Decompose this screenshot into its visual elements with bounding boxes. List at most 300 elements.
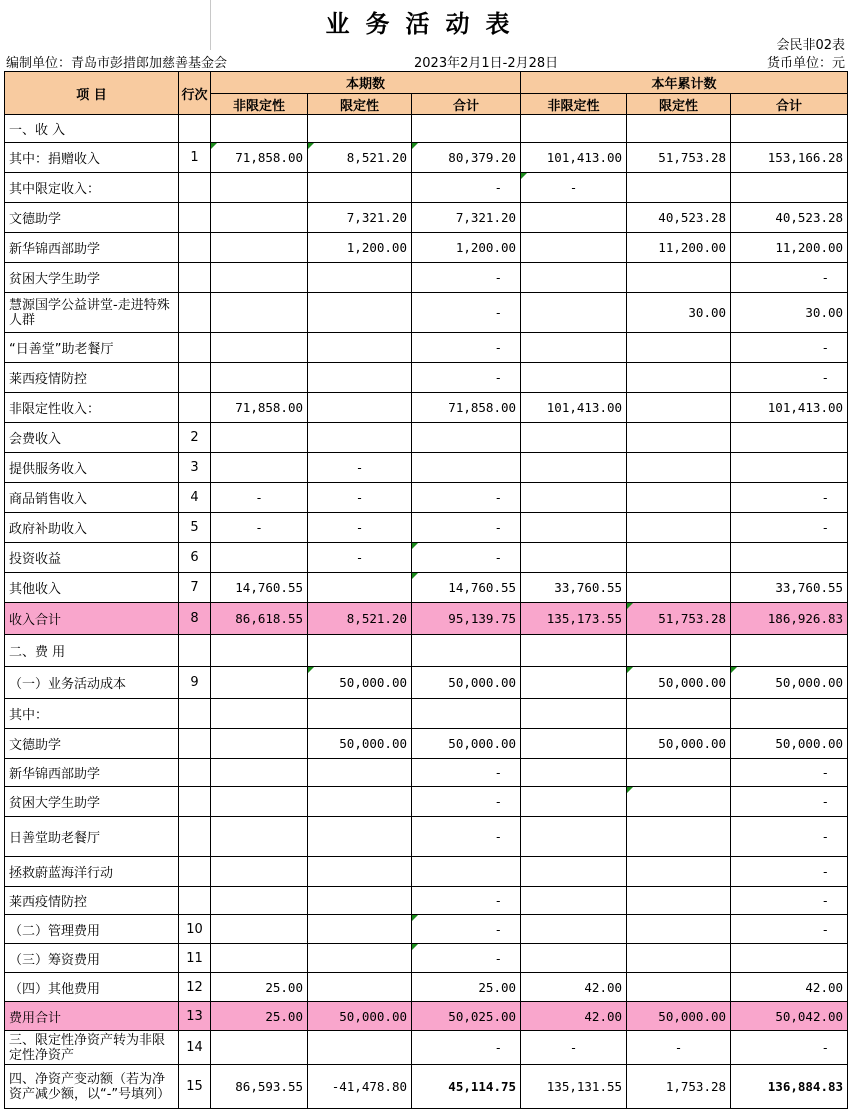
cell-c3: - — [412, 887, 521, 915]
cell-c2 — [308, 115, 412, 143]
cell-y3: 50,042.00 — [731, 1002, 848, 1031]
cell-y3: 186,926.83 — [731, 603, 848, 635]
cell-y1 — [521, 543, 627, 573]
table-row — [5, 263, 848, 293]
row-label: 莱西疫情防控 — [5, 363, 179, 393]
table-row — [5, 513, 848, 543]
cell-c1 — [211, 233, 308, 263]
cell-c1 — [211, 635, 308, 667]
header-ytd-total: 合计 — [731, 94, 848, 115]
table-row — [5, 857, 848, 887]
cell-y1 — [521, 115, 627, 143]
cell-c1: 71,858.00 — [211, 393, 308, 423]
cell-c3: - — [412, 333, 521, 363]
cell-c2 — [308, 944, 412, 973]
cell-y1 — [521, 817, 627, 857]
report-title: 业务活动表 — [325, 10, 526, 38]
cell-y3: - — [731, 857, 848, 887]
cell-y3: 153,166.28 — [731, 143, 848, 173]
row-label: 商品销售收入 — [5, 483, 179, 513]
cell-c3: - — [412, 817, 521, 857]
cell-c1 — [211, 787, 308, 817]
row-line-number — [179, 173, 211, 203]
cell-y1 — [521, 759, 627, 787]
cell-c2 — [308, 423, 412, 453]
cell-c2 — [308, 857, 412, 887]
row-label: 投资收益 — [5, 543, 179, 573]
header-ytd-restricted: 限定性 — [627, 94, 731, 115]
row-label: 其中： — [5, 699, 179, 729]
cell-c2: 7,321.20 — [308, 203, 412, 233]
row-line-number: 10 — [179, 915, 211, 944]
row-line-number: 14 — [179, 1031, 211, 1065]
cell-y2 — [627, 915, 731, 944]
cell-c2 — [308, 887, 412, 915]
cell-c3: - — [412, 483, 521, 513]
cell-c1 — [211, 423, 308, 453]
table-row — [5, 944, 848, 973]
cell-y2 — [627, 817, 731, 857]
cell-y2 — [627, 635, 731, 667]
row-line-number: 1 — [179, 143, 211, 173]
row-line-number — [179, 333, 211, 363]
cell-c2 — [308, 915, 412, 944]
cell-y2 — [627, 333, 731, 363]
cell-y2: 50,000.00 — [627, 1002, 731, 1031]
cell-c1 — [211, 759, 308, 787]
cell-y2 — [627, 759, 731, 787]
cell-c3: - — [412, 944, 521, 973]
table-row — [5, 233, 848, 263]
row-line-number — [179, 233, 211, 263]
cell-c3: - — [412, 363, 521, 393]
cell-y1 — [521, 363, 627, 393]
cell-y3: - — [731, 915, 848, 944]
cell-c3: - — [412, 787, 521, 817]
row-label: 莱西疫情防控 — [5, 887, 179, 915]
row-line-number — [179, 203, 211, 233]
cell-c3: 50,025.00 — [412, 1002, 521, 1031]
row-line-number — [179, 857, 211, 887]
table-row — [5, 543, 848, 573]
cell-y2: 50,000.00 — [627, 729, 731, 759]
row-label: 文德助学 — [5, 729, 179, 759]
cell-c2 — [308, 1031, 412, 1065]
cell-c2: - — [308, 513, 412, 543]
currency-unit: 货币单位：元 — [766, 56, 845, 71]
cell-c3: 80,379.20 — [412, 143, 521, 173]
row-label: 拯救蔚蓝海洋行动 — [5, 857, 179, 887]
table-row — [5, 293, 848, 333]
cell-y3 — [731, 635, 848, 667]
cell-c1: - — [211, 483, 308, 513]
cell-c2 — [308, 573, 412, 603]
cell-c2: 50,000.00 — [308, 667, 412, 699]
header-line-no: 行次 — [179, 72, 211, 115]
row-label: 会费收入 — [5, 423, 179, 453]
header-current-total: 合计 — [412, 94, 521, 115]
cell-y2 — [627, 857, 731, 887]
cell-y2 — [627, 453, 731, 483]
cell-c2 — [308, 787, 412, 817]
row-label: 收入合计 — [5, 603, 179, 635]
row-line-number — [179, 635, 211, 667]
row-label: （一）业务活动成本 — [5, 667, 179, 699]
cell-y1 — [521, 333, 627, 363]
cell-y2 — [627, 423, 731, 453]
cell-y1 — [521, 203, 627, 233]
cell-c3: - — [412, 173, 521, 203]
row-label: 日善堂助老餐厅 — [5, 817, 179, 857]
cell-y1: - — [521, 173, 627, 203]
cell-c1 — [211, 944, 308, 973]
row-label: 贫困大学生助学 — [5, 263, 179, 293]
row-label: 三、限定性净资产转为非限定性净资产 — [5, 1031, 179, 1065]
cell-y1 — [521, 787, 627, 817]
cell-c3: - — [412, 915, 521, 944]
cell-y2 — [627, 115, 731, 143]
row-line-number: 4 — [179, 483, 211, 513]
cell-y1: 135,131.55 — [521, 1065, 627, 1109]
header-current-period: 本期数 — [211, 72, 521, 94]
cell-y2 — [627, 699, 731, 729]
table-row — [5, 817, 848, 857]
cell-c2 — [308, 817, 412, 857]
cell-c1 — [211, 857, 308, 887]
cell-c1 — [211, 363, 308, 393]
cell-y1 — [521, 453, 627, 483]
cell-y2: 51,753.28 — [627, 143, 731, 173]
cell-y1 — [521, 263, 627, 293]
cell-c2 — [308, 333, 412, 363]
cell-y3: - — [731, 363, 848, 393]
row-label: 政府补助收入 — [5, 513, 179, 543]
cell-c3: 7,321.20 — [412, 203, 521, 233]
cell-y3: - — [731, 887, 848, 915]
cell-c1: 86,618.55 — [211, 603, 308, 635]
cell-y3 — [731, 173, 848, 203]
activity-table — [4, 71, 848, 1109]
table-row — [5, 143, 848, 173]
cell-y1 — [521, 857, 627, 887]
row-label: 四、净资产变动额（若为净资产减少额，以“-”号填列） — [5, 1065, 179, 1109]
cell-y3: - — [731, 817, 848, 857]
cell-y3: - — [731, 759, 848, 787]
cell-c3: - — [412, 759, 521, 787]
cell-c1: - — [211, 513, 308, 543]
cell-c2 — [308, 635, 412, 667]
table-row — [5, 787, 848, 817]
table-row — [5, 573, 848, 603]
row-line-number — [179, 115, 211, 143]
row-line-number: 2 — [179, 423, 211, 453]
row-line-number — [179, 759, 211, 787]
cell-y2 — [627, 393, 731, 423]
cell-y2: 30.00 — [627, 293, 731, 333]
cell-c2 — [308, 173, 412, 203]
row-line-number — [179, 729, 211, 759]
cell-y1: 101,413.00 — [521, 393, 627, 423]
cell-c3 — [412, 453, 521, 483]
cell-c2 — [308, 973, 412, 1002]
cell-c1 — [211, 817, 308, 857]
cell-y1: 135,173.55 — [521, 603, 627, 635]
cell-y3: - — [731, 483, 848, 513]
cell-y3: 42.00 — [731, 973, 848, 1002]
cell-c2: 50,000.00 — [308, 729, 412, 759]
cell-y1 — [521, 699, 627, 729]
row-line-number: 3 — [179, 453, 211, 483]
table-row — [5, 729, 848, 759]
cell-y1: 33,760.55 — [521, 573, 627, 603]
cell-c2: 8,521.20 — [308, 143, 412, 173]
cell-c1: 86,593.55 — [211, 1065, 308, 1109]
row-label: （三）筹资费用 — [5, 944, 179, 973]
cell-c3: 50,000.00 — [412, 667, 521, 699]
cell-c2: 50,000.00 — [308, 1002, 412, 1031]
table-row — [5, 759, 848, 787]
cell-c2: - — [308, 453, 412, 483]
cell-y3: 33,760.55 — [731, 573, 848, 603]
cell-c3: 50,000.00 — [412, 729, 521, 759]
cell-y3 — [731, 115, 848, 143]
cell-y2 — [627, 263, 731, 293]
row-label: 费用合计 — [5, 1002, 179, 1031]
header-current-restricted: 限定性 — [308, 94, 412, 115]
cell-y2: - — [627, 1031, 731, 1065]
row-label: 其中：捐赠收入 — [5, 143, 179, 173]
cell-c3: - — [412, 513, 521, 543]
cell-y2 — [627, 483, 731, 513]
cell-c1 — [211, 699, 308, 729]
cell-y3: - — [731, 1031, 848, 1065]
row-line-number: 12 — [179, 973, 211, 1002]
row-label: 二、费 用 — [5, 635, 179, 667]
form-code: 会民非02表 — [776, 38, 845, 53]
cell-c2: 8,521.20 — [308, 603, 412, 635]
table-row — [5, 603, 848, 635]
cell-y2 — [627, 944, 731, 973]
cell-c1 — [211, 293, 308, 333]
cell-y2: 40,523.28 — [627, 203, 731, 233]
table-row — [5, 915, 848, 944]
row-line-number: 7 — [179, 573, 211, 603]
cell-y1: - — [521, 1031, 627, 1065]
cell-y3: 30.00 — [731, 293, 848, 333]
cell-c1 — [211, 333, 308, 363]
cell-c1: 71,858.00 — [211, 143, 308, 173]
cell-y3: 40,523.28 — [731, 203, 848, 233]
cell-c3: 45,114.75 — [412, 1065, 521, 1109]
organization-label: 编制单位：青岛市彭措郎加慈善基金会 — [6, 56, 228, 71]
cell-y1 — [521, 635, 627, 667]
cell-c3: - — [412, 293, 521, 333]
cell-y1: 42.00 — [521, 1002, 627, 1031]
cell-c3 — [412, 423, 521, 453]
cell-y2: 51,753.28 — [627, 603, 731, 635]
table-row — [5, 887, 848, 915]
table-row — [5, 973, 848, 1002]
cell-c1 — [211, 173, 308, 203]
cell-c1 — [211, 115, 308, 143]
cell-y3 — [731, 543, 848, 573]
cell-c2 — [308, 759, 412, 787]
cell-c1 — [211, 543, 308, 573]
cell-c1 — [211, 203, 308, 233]
cell-c3 — [412, 699, 521, 729]
row-line-number: 8 — [179, 603, 211, 635]
row-label: 其中限定收入： — [5, 173, 179, 203]
table-row — [5, 363, 848, 393]
cell-y1: 42.00 — [521, 973, 627, 1002]
cell-c1 — [211, 667, 308, 699]
row-label: 慧源国学公益讲堂-走进特殊人群 — [5, 293, 179, 333]
cell-y2 — [627, 573, 731, 603]
cell-c3: - — [412, 1031, 521, 1065]
table-row — [5, 333, 848, 363]
cell-y1 — [521, 423, 627, 453]
cell-y3: - — [731, 263, 848, 293]
cell-c1 — [211, 729, 308, 759]
cell-y2 — [627, 173, 731, 203]
row-line-number — [179, 393, 211, 423]
cell-c2 — [308, 393, 412, 423]
cell-c3: - — [412, 263, 521, 293]
row-label: 其他收入 — [5, 573, 179, 603]
header-current-unrestricted: 非限定性 — [211, 94, 308, 115]
table-row — [5, 667, 848, 699]
cell-y1: 101,413.00 — [521, 143, 627, 173]
cell-c1: 25.00 — [211, 973, 308, 1002]
cell-c1 — [211, 915, 308, 944]
row-label: 贫困大学生助学 — [5, 787, 179, 817]
cell-y2 — [627, 363, 731, 393]
cell-c1: 25.00 — [211, 1002, 308, 1031]
cell-y2 — [627, 543, 731, 573]
header-item: 项 目 — [5, 72, 179, 115]
cell-y1 — [521, 293, 627, 333]
cell-y1 — [521, 887, 627, 915]
cell-y1 — [521, 233, 627, 263]
cell-c2: -41,478.80 — [308, 1065, 412, 1109]
cell-y2: 50,000.00 — [627, 667, 731, 699]
cell-y3: - — [731, 787, 848, 817]
cell-c2 — [308, 293, 412, 333]
cell-c3: 14,760.55 — [412, 573, 521, 603]
cell-c1: 14,760.55 — [211, 573, 308, 603]
row-label: 提供服务收入 — [5, 453, 179, 483]
table-row — [5, 635, 848, 667]
cell-y1 — [521, 729, 627, 759]
table-row — [5, 1031, 848, 1065]
table-row — [5, 393, 848, 423]
row-line-number — [179, 817, 211, 857]
row-line-number — [179, 293, 211, 333]
cell-c3: 25.00 — [412, 973, 521, 1002]
cell-y2 — [627, 887, 731, 915]
row-line-number — [179, 887, 211, 915]
row-label: “日善堂”助老餐厅 — [5, 333, 179, 363]
row-label: 新华锦西部助学 — [5, 759, 179, 787]
cell-y2: 11,200.00 — [627, 233, 731, 263]
cell-c3: 1,200.00 — [412, 233, 521, 263]
cell-y2 — [627, 513, 731, 543]
row-line-number — [179, 699, 211, 729]
cell-c1 — [211, 453, 308, 483]
cell-c3: 95,139.75 — [412, 603, 521, 635]
cell-y1 — [521, 483, 627, 513]
cell-y3: - — [731, 513, 848, 543]
cell-y1 — [521, 915, 627, 944]
row-line-number — [179, 263, 211, 293]
cell-y3: - — [731, 333, 848, 363]
cell-c3 — [412, 857, 521, 887]
cell-y3: 50,000.00 — [731, 729, 848, 759]
cell-y3: 11,200.00 — [731, 233, 848, 263]
cell-y3 — [731, 453, 848, 483]
header-ytd-unrestricted: 非限定性 — [521, 94, 627, 115]
table-row — [5, 423, 848, 453]
cell-c2: - — [308, 483, 412, 513]
cell-c2 — [308, 263, 412, 293]
cell-c1 — [211, 887, 308, 915]
cell-y1 — [521, 513, 627, 543]
column-guide-line — [210, 0, 211, 50]
header-year-to-date: 本年累计数 — [521, 72, 848, 94]
row-label: 一、收 入 — [5, 115, 179, 143]
row-label: 新华锦西部助学 — [5, 233, 179, 263]
row-line-number: 11 — [179, 944, 211, 973]
cell-y3 — [731, 944, 848, 973]
row-label: （四）其他费用 — [5, 973, 179, 1002]
row-line-number: 5 — [179, 513, 211, 543]
cell-c3 — [412, 115, 521, 143]
cell-y3 — [731, 699, 848, 729]
table-row — [5, 483, 848, 513]
cell-c1 — [211, 263, 308, 293]
row-line-number: 9 — [179, 667, 211, 699]
reporting-period: 2023年2月1日-2月28日 — [414, 56, 559, 71]
table-row — [5, 699, 848, 729]
row-label: （二）管理费用 — [5, 915, 179, 944]
cell-y2 — [627, 787, 731, 817]
table-row — [5, 453, 848, 483]
cell-y2: 1,753.28 — [627, 1065, 731, 1109]
cell-c3: - — [412, 543, 521, 573]
row-line-number — [179, 787, 211, 817]
table-row — [5, 173, 848, 203]
cell-c2: - — [308, 543, 412, 573]
cell-c3: 71,858.00 — [412, 393, 521, 423]
cell-y3: 101,413.00 — [731, 393, 848, 423]
table-row — [5, 203, 848, 233]
table-row — [5, 1065, 848, 1109]
cell-c2 — [308, 363, 412, 393]
cell-y1 — [521, 944, 627, 973]
row-line-number: 15 — [179, 1065, 211, 1109]
cell-c2 — [308, 699, 412, 729]
cell-y2 — [627, 973, 731, 1002]
row-line-number — [179, 363, 211, 393]
table-row — [5, 115, 848, 143]
cell-y1 — [521, 667, 627, 699]
cell-c2: 1,200.00 — [308, 233, 412, 263]
cell-y3: 50,000.00 — [731, 667, 848, 699]
cell-y3 — [731, 423, 848, 453]
row-line-number: 13 — [179, 1002, 211, 1031]
row-label: 非限定性收入： — [5, 393, 179, 423]
row-label: 文德助学 — [5, 203, 179, 233]
